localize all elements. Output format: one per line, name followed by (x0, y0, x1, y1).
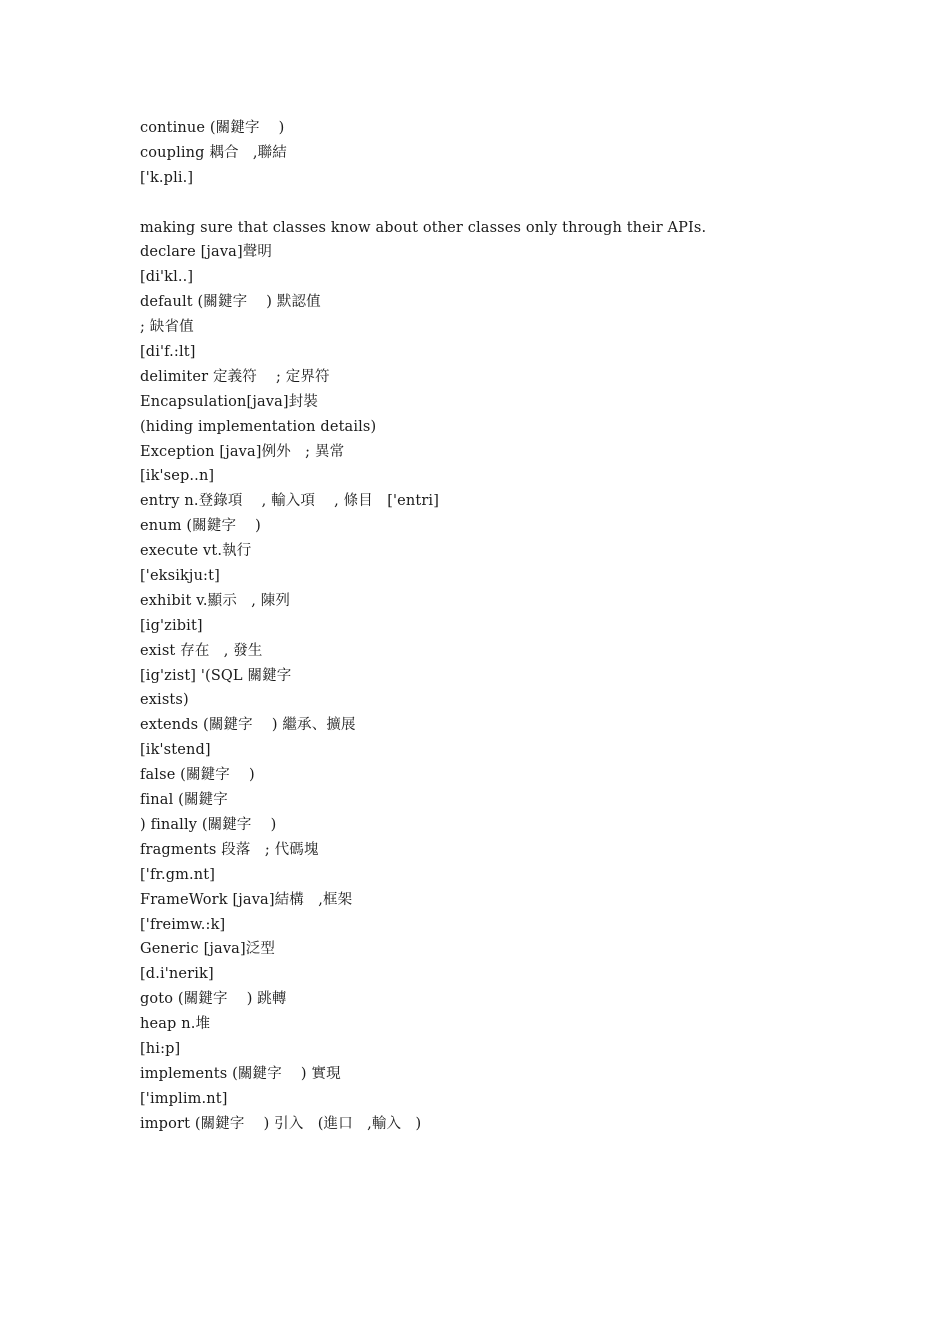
text-line: [d.i'nerik] (140, 966, 214, 983)
text-line: [di'f.:lt] (140, 344, 196, 361)
text-line: declare [java]聲明 (140, 244, 273, 261)
text-line: implements (關鍵字 ) 實現 (140, 1065, 341, 1082)
text-line: ; 缺省值 (140, 319, 194, 336)
text-line: (hiding implementation details) (140, 418, 377, 435)
text-line: default (關鍵字 ) 默認值 (140, 294, 321, 311)
text-line: extends (關鍵字 ) 繼承、擴展 (140, 717, 356, 734)
text-line: ) finally (關鍵字 ) (140, 816, 277, 833)
text-line: heap n.堆 (140, 1016, 211, 1033)
text-line: fragments 段落 ; 代碼塊 (140, 841, 319, 858)
text-line: FrameWork [java]結構 ,框架 (140, 891, 353, 908)
text-line: ['implim.nt] (140, 1090, 228, 1107)
text-line: false (關鍵字 ) (140, 767, 255, 784)
text-line: ['eksikju:t] (140, 568, 220, 585)
text-line: Generic [java]泛型 (140, 941, 276, 958)
vocabulary-list (140, 116, 920, 1137)
text-line: goto (關鍵字 ) 跳轉 (140, 991, 287, 1008)
text-line: ['freimw.:k] (140, 916, 226, 933)
text-line: [ik'stend] (140, 742, 211, 759)
blank-line (140, 191, 920, 216)
text-line: [ik'sep..n] (140, 468, 215, 485)
text-line: final (關鍵字 (140, 792, 228, 809)
text-line: Encapsulation[java]封裝 (140, 393, 319, 410)
text-line: enum (關鍵字 ) (140, 518, 261, 535)
text-line: continue (關鍵字 ) (140, 120, 285, 136)
text-line: exhibit v.顯示 , 陳列 (140, 592, 291, 609)
text-line: [hi:p] (140, 1040, 181, 1057)
text-line: ['fr.gm.nt] (140, 866, 216, 883)
text-line: making sure that classes know about other classes only through their APIs. (140, 219, 707, 236)
text-line: execute vt.執行 (140, 543, 252, 560)
text-line: [di'kl..] (140, 269, 194, 286)
text-line: entry n.登錄項 , 輸入項 , 條目 ['entri] (140, 493, 440, 510)
text-line: [ig'zibit] (140, 617, 203, 634)
text-line: delimiter 定義符 ; 定界符 (140, 368, 330, 385)
text-line: ['k.pli.] (140, 169, 194, 186)
text-line: coupling 耦合 ,聯結 (140, 144, 287, 161)
text-line: import (關鍵字 ) 引入 (進口 ,輸入 ) (140, 1115, 422, 1132)
text-line: exist 存在 , 發生 (140, 642, 263, 659)
text-line: [ig'zist] '(SQL 關鍵字 (140, 667, 292, 684)
text-line: Exception [java]例外 ; 異常 (140, 443, 345, 460)
text-line: exists) (140, 692, 189, 709)
